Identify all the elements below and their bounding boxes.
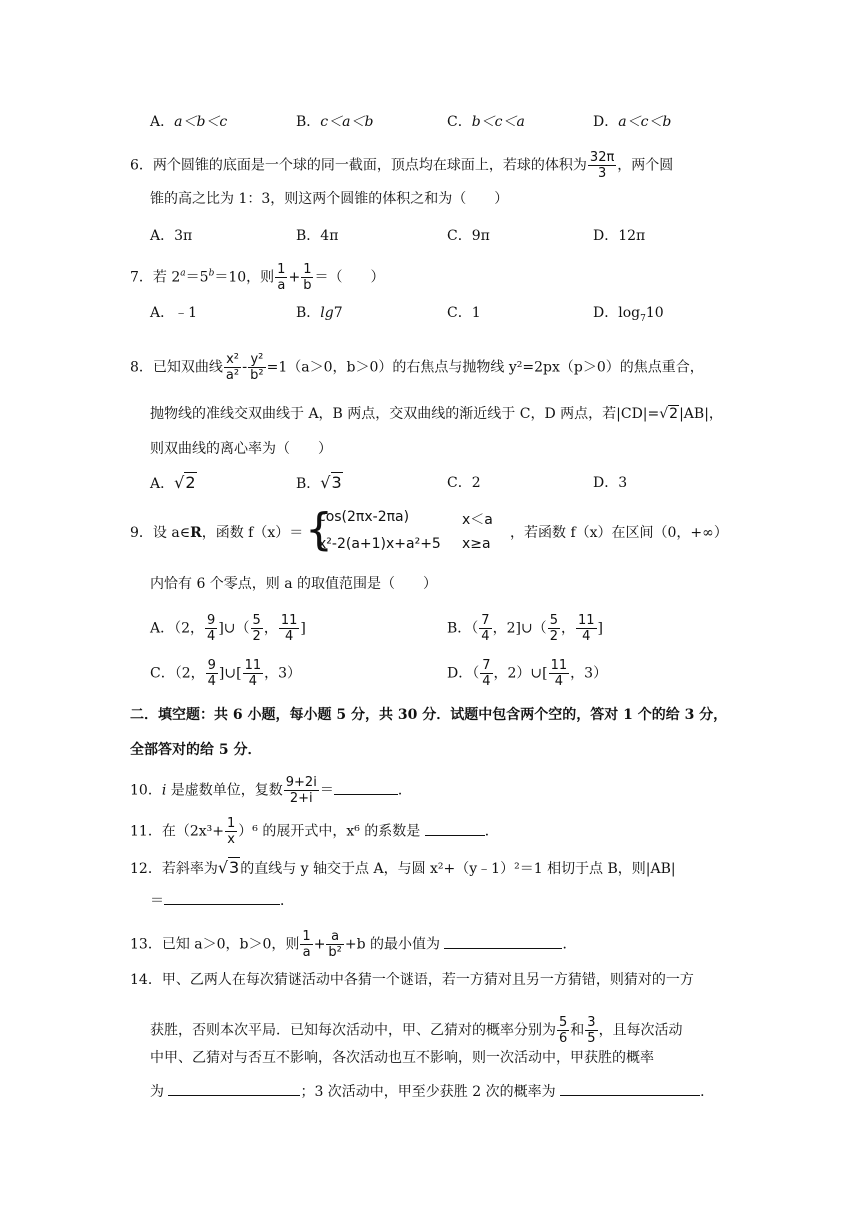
question-8-line-2: 抛物线的准线交双曲线于 A，B 两点，交双曲线的渐近线于 C，D 两点，若|CD|=√2|AB|， [150, 406, 723, 422]
q8-option-c: C．2 [447, 475, 481, 491]
fraction: $\frac{32\pi}{3}$ [589, 150, 615, 181]
q9-option-d: D．（ $\frac{7}{4}$ ，2）∪[ $\frac{11}{4}$ ，3） [447, 658, 608, 689]
question-12-line-2: ＝ ． [150, 890, 294, 911]
q5-option-b: B．c＜a＜b [296, 114, 374, 130]
question-14-line-1: 14．甲、乙两人在每次猜谜活动中各猜一个谜语，若一方猜对且另一方猜错，则猜对的一方 [130, 972, 694, 988]
question-8-line-3: 则双曲线的离心率为（ ） [150, 441, 332, 457]
q8-option-d: D．3 [593, 475, 628, 491]
question-14-line-2: 获胜，否则本次平局．已知每次活动中，甲、乙猜对的概率分别为 $\frac{5}{6}$ 和 $\frac{3}{5}$ ，且每次活动 [150, 1015, 683, 1046]
piecewise-cond-1: x＜a [462, 512, 493, 528]
q6-option-c: C．9π [447, 228, 490, 244]
answer-blank[interactable] [444, 934, 562, 949]
question-12-line-1: 12．若斜率为√3的直线与 y 轴交于点 A，与圆 x²+（y﹣1）²＝1 相切于点 B，则|AB| [130, 858, 676, 877]
question-14-line-4: 为 ；3 次活动中，甲至少获胜 2 次的概率为 ． [150, 1081, 714, 1102]
q8-option-a: A．√2 [150, 473, 196, 492]
question-11: 11．在（2x³+ $\frac{1}{x}$ ）⁶ 的展开式中，x⁶ 的系数是 ． [130, 816, 499, 847]
q7-option-b: B．lg7 [296, 305, 343, 321]
question-8-line-1: 8．已知双曲线 $\frac{\text{x²}}{\text{a²}}$ - $\frac{\text{y²}}{\text{b²}}$ =1（a＞0，b＞0）的右焦点与抛物线 y²=2px（p＞0）的焦点重合， [130, 352, 704, 383]
piecewise-cond-2: x≥a [462, 536, 491, 552]
q9-option-c: C．（2， $\frac{9}{4}$ ]∪[ $\frac{11}{4}$ ，3） [150, 658, 302, 689]
piecewise-case-1: cos(2πx-2πa) [318, 509, 410, 525]
q8-option-b: B．√3 [296, 473, 342, 492]
q9-option-b: B．（ $\frac{7}{4}$ ，2]∪（ $\frac{5}{2}$ ， $\frac{11}{4}$ ] [447, 613, 603, 644]
section-heading-line-1: 二．填空题：共 6 小题，每小题 5 分，共 30 分．试题中包含两个空的，答对 1 个的给 3 分， [130, 707, 728, 723]
answer-blank[interactable] [425, 821, 485, 836]
answer-blank[interactable] [168, 1081, 300, 1096]
q5-option-c: C．b＜c＜a [447, 114, 525, 130]
q6-option-b: B．4π [296, 228, 339, 244]
question-14-line-3: 中甲、乙猜对与否互不影响，各次活动也互不影响，则一次活动中，甲获胜的概率 [150, 1050, 654, 1066]
question-13: 13．已知 a＞0，b＞0，则 $\frac{1}{a}$ + $\frac{a}{\text{b²}}$ +b 的最小值为 ． [130, 929, 577, 960]
q6-option-a: A．3π [150, 228, 193, 244]
answer-blank[interactable] [560, 1081, 700, 1096]
q7-option-a: A．﹣1 [150, 305, 198, 321]
section-heading-line-2: 全部答对的给 5 分． [130, 742, 262, 758]
question-7-line-1: 7．若 $2^a=5^b=10$，则 $\frac{1}{a}$ + $\frac{1}{b}$ ＝（ ） [130, 262, 385, 293]
q7-option-c: C．1 [447, 305, 481, 321]
q5-option-a: A．a＜b＜c [150, 114, 228, 130]
q5-option-d: D．a＜c＜b [593, 114, 672, 130]
piecewise-case-2: x²-2(a+1)x+a²+5 [318, 536, 441, 552]
q7-option-d: D．$\log_710$ [593, 305, 664, 324]
question-9-line-1-end: ，若函数 f（x）在区间（0，+∞） [510, 525, 728, 541]
question-10: 10．i 是虚数单位，复数 $\frac{9+2i}{2+i}$ ＝ ． [130, 775, 412, 806]
q9-option-a: A．（2， $\frac{9}{4}$ ]∪（ $\frac{5}{2}$ ， $\frac{11}{4}$ ] [150, 613, 306, 644]
q6-option-d: D．12π [593, 228, 646, 244]
piecewise-brace: { [305, 504, 333, 555]
question-9-line-2: 内恰有 6 个零点，则 a 的取值范围是（ ） [150, 576, 438, 592]
question-6-line-2: 锥的高之比为 1：3，则这两个圆锥的体积之和为（ ） [150, 191, 509, 207]
question-9-line-1: 9．设 a∈R，函数 f（x）＝ [130, 525, 304, 541]
question-6-line-1: 6．两个圆锥的底面是一个球的同一截面，顶点均在球面上，若球的体积为 $\frac{32\pi}{3}$ ，两个圆 [130, 150, 674, 181]
answer-blank[interactable] [334, 780, 398, 795]
answer-blank[interactable] [164, 890, 280, 905]
